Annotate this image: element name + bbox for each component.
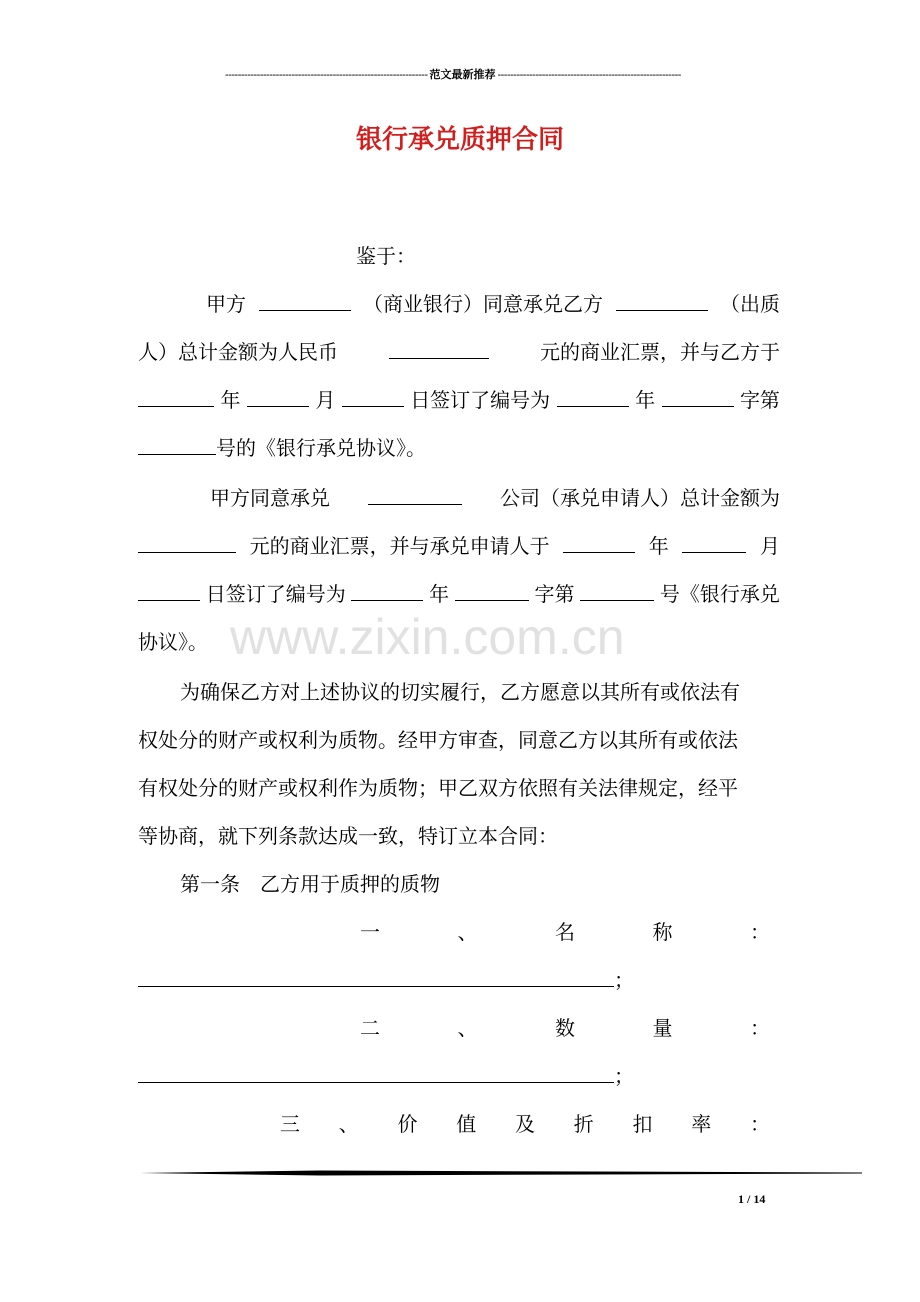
- header-text: 范文最新推荐: [429, 69, 496, 81]
- blank-field: [259, 288, 351, 311]
- p1-text-e: 元的商业汇票，并与乙方于: [540, 340, 780, 364]
- p1-line3: [138, 384, 780, 416]
- item2-char-0: 二: [360, 1016, 380, 1040]
- blank-field: [342, 384, 404, 407]
- p1-line1: [138, 288, 780, 320]
- blank-field: [138, 964, 614, 987]
- blank-field: [368, 482, 462, 505]
- p1-text-j: 字第: [739, 388, 780, 412]
- item-quantity-label: [138, 1012, 770, 1044]
- p2-line1: [138, 482, 780, 514]
- p2-text-c: 元的商业汇票，并与承兑申请人于: [249, 534, 550, 558]
- item2-char-1: 、: [457, 1016, 478, 1040]
- footer-rule: [140, 1170, 862, 1176]
- semicolon: ；: [614, 1064, 634, 1088]
- blank-field: [138, 432, 216, 455]
- item3-char-5: 折: [573, 1112, 594, 1136]
- item3-char-6: 扣: [632, 1112, 653, 1136]
- p2-line2: [138, 530, 780, 562]
- p1-line4: [138, 432, 426, 464]
- p2-text-e: 月: [759, 534, 780, 558]
- item1-char-3: 称: [652, 920, 673, 944]
- p3-line2: 权处分的财产或权利为质物。经甲方审查，同意乙方以其所有或依法: [138, 728, 738, 752]
- p2-text-i: 号《银行承兑: [659, 582, 780, 606]
- blank-field: [563, 530, 635, 553]
- blank-field: [138, 530, 236, 553]
- item-quantity-line: [138, 1060, 634, 1092]
- p2-text-b: 公司（承兑申请人）总计金额为: [500, 486, 780, 510]
- p1-text-i: 年: [635, 388, 656, 412]
- p2-text-g: 年: [429, 582, 450, 606]
- blank-field: [580, 578, 654, 601]
- p1-text-h: 日签订了编号为: [410, 388, 551, 412]
- item-name-label: [138, 916, 770, 948]
- p1-text-g: 月: [315, 388, 336, 412]
- item1-char-2: 名: [555, 920, 575, 944]
- blank-field: [247, 384, 309, 407]
- blank-field: [138, 384, 214, 407]
- p1-text-a: 甲方: [206, 292, 246, 316]
- p3-line3: 有权处分的财产或权利作为质物；甲乙双方依照有关法律规定，经平: [138, 776, 738, 800]
- p1-text-f: 年: [220, 388, 241, 412]
- item1-char-0: 一: [360, 920, 380, 944]
- p1-text-d: 人）总计金额为人民币: [138, 340, 338, 364]
- item3-char-0: 三: [280, 1112, 300, 1136]
- article-1-heading: 第一条 乙方用于质押的质物: [180, 872, 440, 896]
- header-rule-right: ----------------------------------------------------------: [497, 69, 681, 81]
- item3-char-8: ：: [750, 1112, 770, 1136]
- blank-field: [138, 1060, 614, 1083]
- p2-text-h: 字第: [534, 582, 575, 606]
- p3-line4: 等协商，就下列条款达成一致，特订立本合同：: [138, 824, 558, 848]
- p2-text-d: 年: [648, 534, 669, 558]
- item-value-label: [138, 1108, 770, 1140]
- item-name-line: [138, 964, 634, 996]
- blank-field: [389, 336, 489, 359]
- p3-line1: 为确保乙方对上述协议的切实履行，乙方愿意以其所有或依法有: [180, 680, 740, 704]
- p1-text-b: （商业银行）同意承兑乙方: [363, 292, 603, 316]
- blank-field: [455, 578, 529, 601]
- item1-char-1: 、: [457, 920, 478, 944]
- blank-field: [616, 288, 708, 311]
- blank-field: [138, 578, 200, 601]
- item3-char-7: 率: [691, 1112, 712, 1136]
- p2-line3: [138, 578, 780, 610]
- item3-char-3: 值: [456, 1112, 477, 1136]
- item2-char-2: 数: [555, 1016, 575, 1040]
- p2-text-f: 日签订了编号为: [205, 582, 346, 606]
- blank-field: [351, 578, 423, 601]
- p2-text-a: 甲方同意承兑: [210, 486, 330, 510]
- p2-line4: 协议》。: [138, 630, 208, 654]
- p1-line2: [138, 336, 780, 368]
- semicolon: ；: [614, 968, 634, 992]
- header-rule-left: ----------------------------------------------------------------: [225, 69, 428, 81]
- item2-char-4: ：: [750, 1016, 770, 1040]
- page-number: 1 / 14: [738, 1192, 766, 1206]
- item3-char-4: 及: [515, 1112, 535, 1136]
- item3-char-2: 价: [397, 1112, 418, 1136]
- preamble: 鉴于：: [356, 244, 416, 268]
- p1-text-k: 号的《银行承兑协议》。: [216, 436, 426, 460]
- blank-field: [682, 530, 746, 553]
- watermark: www.zixin.com.cn: [230, 609, 625, 665]
- page-header: [138, 68, 768, 82]
- blank-field: [662, 384, 734, 407]
- item2-char-3: 量: [652, 1016, 673, 1040]
- item1-char-4: ：: [750, 920, 770, 944]
- p1-text-c: （出质: [720, 292, 780, 316]
- blank-field: [557, 384, 629, 407]
- document-title: 银行承兑质押合同: [355, 125, 564, 155]
- item3-char-1: 、: [338, 1112, 359, 1136]
